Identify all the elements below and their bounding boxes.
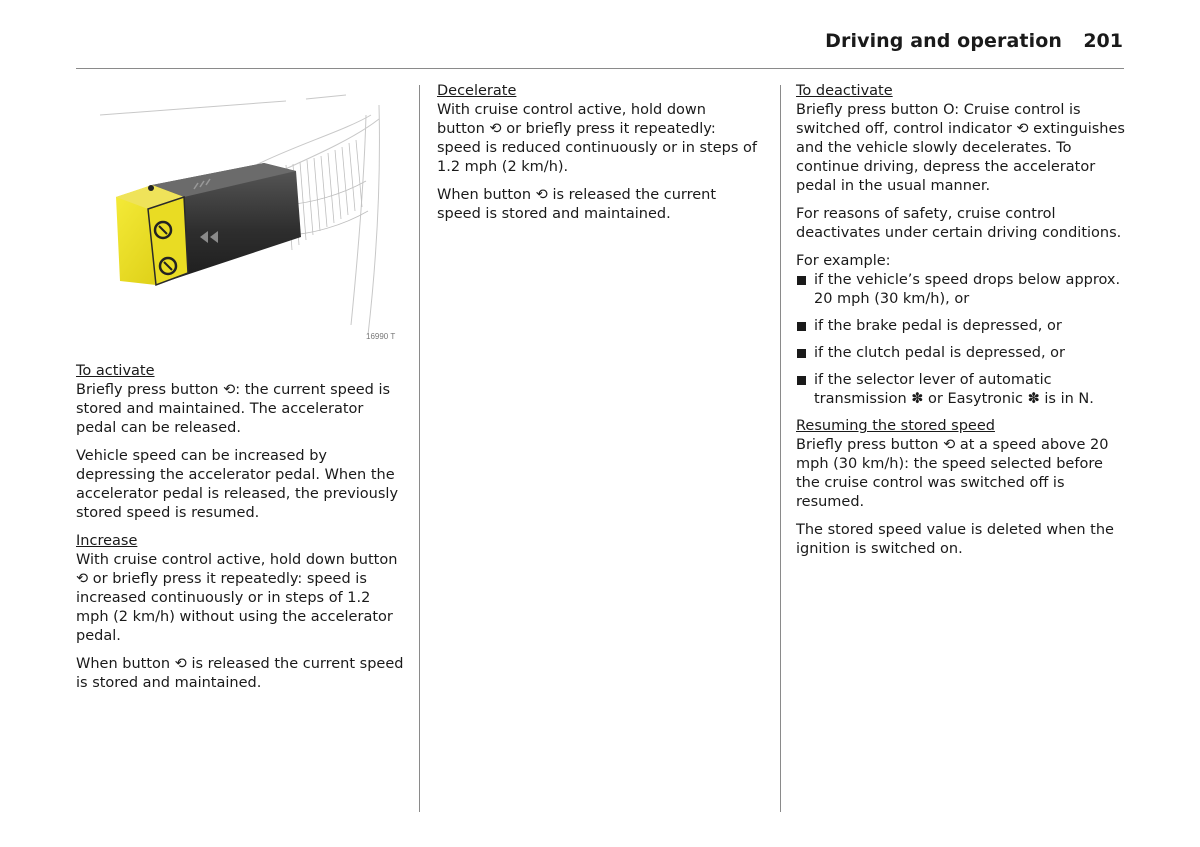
- page-header: [0, 0, 1200, 70]
- bullet-square-icon: [797, 276, 806, 285]
- column-left: [76, 362, 406, 702]
- stored-speed-deleted-paragraph: The stored speed value is deleted when the ignition is switched on.: [796, 522, 1114, 557]
- section-heading-increase: Increase: [76, 533, 138, 549]
- list-item: [796, 271, 1126, 309]
- cruise-control-stalk-illustration: [96, 85, 412, 350]
- condition-list: [796, 271, 1126, 409]
- list-item-text: if the vehicle’s speed drops below approx. 20 mph (30 km/h), or: [814, 272, 1121, 307]
- column-divider: [419, 85, 420, 812]
- column-middle: [437, 82, 757, 233]
- figure-code: 16990 T: [366, 332, 396, 341]
- increase-release-paragraph: When button ⟲ is released the current speed is stored and maintained.: [76, 656, 404, 691]
- header-title: Driving and operation: [825, 30, 1062, 52]
- list-item-text: if the clutch pedal is depressed, or: [814, 345, 1066, 361]
- resume-paragraph: Briefly press button ⟲ at a speed above 20 mph (30 km/h): the speed selected before the cruise control was switched off is resumed.: [796, 437, 1109, 510]
- decelerate-paragraph: With cruise control active, hold down button ⟲ or briefly press it repeatedly: speed is reduced continuously or in steps of 1.2 mph (2 km/h).: [437, 102, 758, 175]
- increase-paragraph: With cruise control active, hold down button ⟲ or briefly press it repeatedly: speed is increased continuously or in steps of 1.2 mph (2 km/h) without using the accelerator pedal.: [76, 552, 398, 644]
- bullet-square-icon: [797, 322, 806, 331]
- list-item-text: if the brake pedal is depressed, or: [814, 318, 1062, 334]
- safety-paragraph: For reasons of safety, cruise control deactivates under certain driving conditions.: [796, 206, 1122, 241]
- section-heading-deactivate: To deactivate: [796, 83, 893, 99]
- speed-increase-paragraph: Vehicle speed can be increased by depressing the accelerator pedal. When the accelerator pedal is released, the previously stored speed is resumed.: [76, 448, 399, 521]
- example-intro: For example:: [796, 253, 891, 269]
- section-heading-activate: To activate: [76, 363, 155, 379]
- column-right: [796, 82, 1126, 568]
- list-item: [796, 317, 1126, 336]
- bullet-square-icon: [797, 349, 806, 358]
- list-item-text: if the selector lever of automatic transmission ✽ or Easytronic ✽ is in N.: [814, 372, 1094, 407]
- deactivate-paragraph: Briefly press button O: Cruise control is switched off, control indicator ⟲ extinguishes and the vehicle slowly decelerates. To continue driving, depress the accelerator pedal in the usual manner.: [796, 102, 1125, 194]
- header-rule: [76, 68, 1124, 69]
- section-heading-decelerate: Decelerate: [437, 83, 517, 99]
- bullet-square-icon: [797, 376, 806, 385]
- list-item: [796, 371, 1126, 409]
- decelerate-release-paragraph: When button ⟲ is released the current speed is stored and maintained.: [437, 187, 717, 222]
- column-divider: [780, 85, 781, 812]
- section-heading-resume: Resuming the stored speed: [796, 418, 995, 434]
- list-item: [796, 344, 1126, 363]
- page-number: 201: [1083, 30, 1123, 52]
- activate-paragraph: Briefly press button ⟲: the current speed is stored and maintained. The accelerator pedal can be released.: [76, 382, 391, 436]
